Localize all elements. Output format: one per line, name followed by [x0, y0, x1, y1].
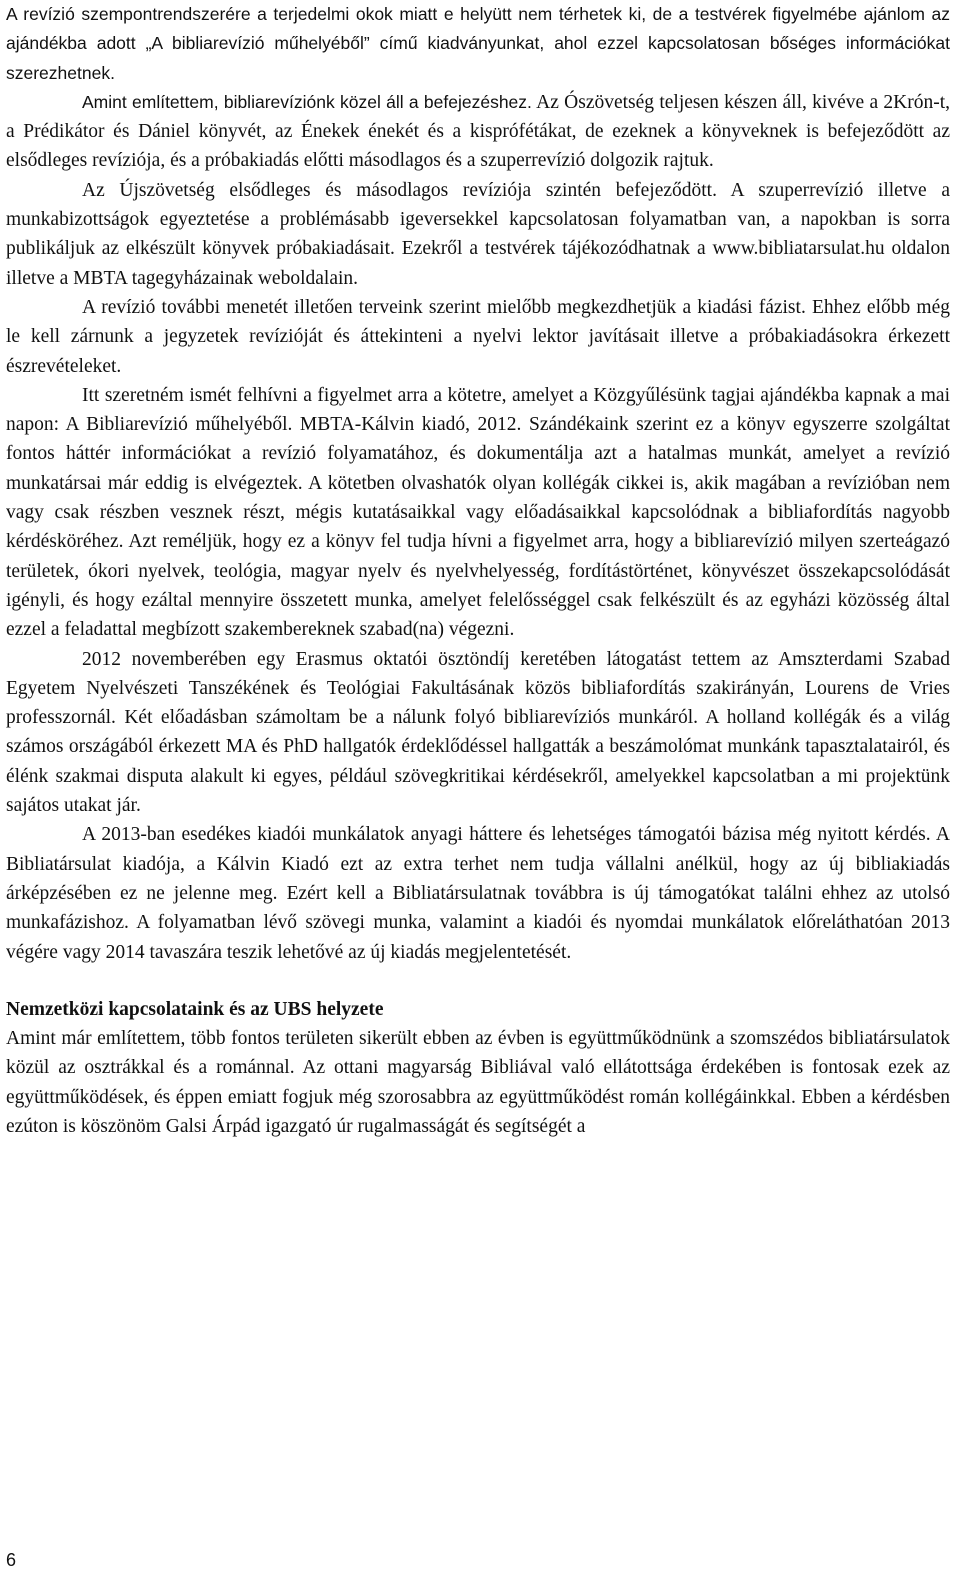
document-page — [6, 0, 950, 1141]
paragraph-revision-status — [6, 88, 950, 176]
page-number: 6 — [6, 1550, 17, 1570]
paragraph-publishing-funding: A 2013-ban esedékes kiadói munkálatok anyagi háttere és lehetséges támogatói bázisa még nyitott kérdés. A Bibliatársulat kiadója, a Kálvin Kiadó ezt az extra terhet nem tudja vállalni anélkül, hogy az új bibliakiadás árképzésében ez ne jelenne meg. Ezért kell a Bibliatársulatnak továbbra is új támogatókat találni ehhez az utolsó munkafázishoz. A folyamatban lévő szövegi munka, valamint a kiadói és nyomdai munkálatok előreláthatóan 2013 végére vagy 2014 tavaszára teszik lehetővé az új kiadás megjelentetését. — [6, 824, 950, 963]
section-heading-international: Nemzetközi kapcsolataink és az UBS helyzete — [6, 998, 384, 1020]
paragraph-revision-status-lead: Amint említettem, bibliarevíziónk közel áll a befejezéshez. — [82, 91, 532, 112]
paragraph-amsterdam-visit: 2012 novemberében egy Erasmus oktatói ösztöndíj keretében látogatást tettem az Amszterdami Szabad Egyetem Nyelvészeti Tanszékének és Teológiai Fakultásának közös bibliafordítás szakirányán, Lourens de Vries professzornál. Két előadásban számoltam be a nálunk folyó bibliarevíziós munkáról. A holland kollégák és a világ számos országából érkezett MA és PhD hallgatók érdeklődéssel hallgatták a beszámolómat munkánk tapasztalatairól, és élénk szakmai disputa alakult ki egyes, például szövegkritikai kérdésekről, amelyekkel kapcsolatban a mi projektünk sajátos utakat jár. — [6, 648, 950, 817]
paragraph-revision-status-body: Az Ószövetség teljesen készen áll, kivéve a 2Krón-t, a Prédikátor és Dániel könyvét, az Énekek énekét és a kisprófétákat, de ezeknek a könyveknek is befejeződött az elsődleges revíziója, és a próbakiadás előtti másodlagos és a szuperrevízió dolgozik rajtuk. — [6, 91, 951, 172]
paragraph-new-testament: Az Újszövetség elsődleges és másodlagos revíziója szintén befejeződött. A szuperrevízió illetve a munkabizottságok egyeztetése a problémásabb igeversekkel kapcsolatosan folyamatban van, a napokban is sorra publikáljuk az elkészült könyvek próbakiadásait. Ezekről a testvérek tájékozódhatnak a www.bibliatarsulat.hu oldalon illetve a MBTA tagegyházainak weboldalain. — [6, 179, 950, 289]
paragraph-next-steps: A revízió további menetét illetően terveink szerint mielőbb megkezdhetjük a kiadási fázist. Ehhez előbb még le kell zárnunk a jegyzetek revízióját és áttekinteni a nyelvi lektor javításait illetve a próbakiadásokra érkezett észrevételeket. — [6, 296, 950, 377]
paragraph-book-volume: Itt szeretném ismét felhívni a figyelmet arra a kötetre, amelyet a Közgyűlésünk tagjai ajándékba kapnak a mai napon: A Bibliarevízió műhelyéből. MBTA-Kálvin kiadó, 2012. Szándékaink szerint ez a könyv egyszerre szolgáltat fontos háttér információkat a revízió folyamatához, és dokumentálja azt a hatalmas munkát, amelyet a revízió munkatársai már eddig is elvégeztek. A kötetben olvashatók olyan kollégák cikkei is, akik magában a revízióban nem vagy csak részben vesznek részt, mégis kutatásaikkal vagy előadásaikkal kapcsolódnak a bibliafordítás nagyobb kérdésköréhez. Azt reméljük, hogy ez a könyv fel tudja hívni a figyelmet arra, hogy a bibliarevízió milyen szerteágazó területek, ókori nyelvek, teológia, magyar nyelv és nyelvhelyesség, fordítástörténet, könyvészet összekapcsolódását igényli, és hogy ezáltal mennyire összetett munka, amelyet felelősséggel csak felkészült és az egyházi közösség által ezzel a feladattal megbízott szakembereknek szabad(na) végezni. — [6, 384, 950, 641]
paragraph-international-relations: Amint már említettem, több fontos területen sikerült ebben az évben is együttműködnünk a szomszédos bibliatársulatok közül az osztrákkal és a románnal. Az ottani magyarság Bibliával való ellátottsága érdekében is fontosak ezek az együttműködések, és éppen emiatt fogjuk még szorosabbra az együttműködést román kollégáinkkal. Ebben a kérdésben ezúton is köszönöm Galsi Árpád igazgató úr rugalmasságát és segítségét a — [6, 1028, 950, 1137]
paragraph-revision-criteria: A revízió szempontrendszerére a terjedelmi okok miatt e helyütt nem térhetek ki, de a testvérek figyelmébe ajánlom az ajándékba adott „A bibliarevízió műhelyéből” című kiadványunkat, ahol ezzel kapcsolatosan bőséges információkat szerezhetnek. — [6, 4, 950, 83]
